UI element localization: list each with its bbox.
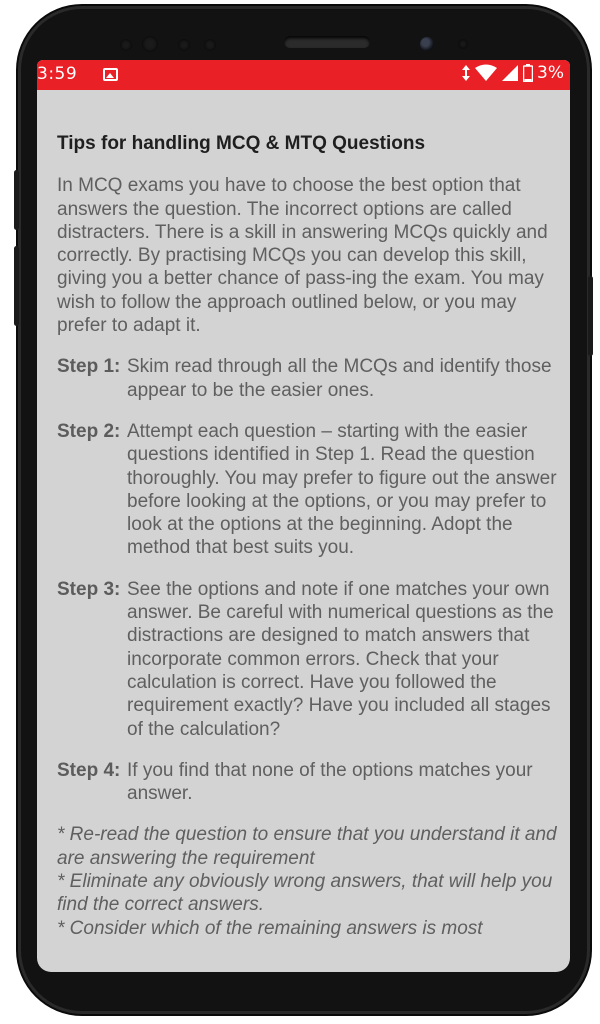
note-item: * Eliminate any obviously wrong answers, that will help you find the correct answers.: [57, 871, 553, 916]
status-icons: [461, 63, 564, 83]
signal-icon: [501, 64, 519, 82]
step-2: [57, 420, 559, 560]
battery-percent: 3%: [537, 63, 564, 83]
front-camera: [420, 37, 434, 51]
battery-icon: [523, 64, 533, 82]
proximity-sensor: [120, 39, 132, 51]
iris-sensor: [142, 36, 158, 52]
step-text: If you find that none of the options matches your answer.: [127, 759, 533, 805]
earpiece-speaker: [284, 36, 370, 48]
power-button: [588, 276, 593, 356]
light-sensor-2: [204, 39, 216, 51]
page-title: Tips for handling MCQ & MTQ Questions: [57, 133, 426, 154]
step-text: Attempt each question – starting with the easier questions identified in Step 1. Read the question thoroughly. You may prefer to figure out the answer before looking at the options, or you may prefer to look at the options at the beginning. Adopt the method that best suits you.: [127, 420, 557, 559]
screen: [37, 60, 570, 972]
bixby-button: [14, 170, 19, 230]
light-sensor: [178, 39, 190, 51]
front-sensor: [458, 39, 468, 49]
article-content: [57, 132, 559, 940]
note-item: * Re-read the question to ensure that you understand it and are answering the requirement: [57, 824, 557, 869]
status-bar: [37, 60, 570, 90]
step-label: Step 2:: [57, 420, 121, 442]
step-label: Step 4:: [57, 759, 121, 781]
step-text: Skim read through all the MCQs and identify those appear to be the easier ones.: [127, 356, 552, 401]
step-3: [57, 578, 559, 741]
wifi-icon: [475, 64, 497, 82]
note-item: * Consider which of the remaining answers is most: [57, 917, 483, 939]
volume-button: [14, 246, 19, 326]
status-time: 3:59: [37, 64, 78, 84]
step-label: Step 1:: [57, 356, 121, 378]
image-icon: [103, 68, 118, 81]
step-1: [57, 355, 559, 402]
step-label: Step 3:: [57, 578, 121, 600]
step-4: [57, 759, 559, 806]
intro-paragraph: In MCQ exams you have to choose the best option that answers the question. The incorrect options are called distracters. There is a skill in answering MCQs quickly and correctly. By practising MCQs you can develop this skill, giving you a better chance of pass-ing the exam. You may wish to follow the approach outlined below, or you may prefer to adapt it.: [57, 175, 548, 337]
data-arrows-icon: [461, 64, 471, 82]
step-text: See the options and note if one matches your own answer. Be careful with numerical questions as the distractions are designed to match answers that incorporate common errors. Check that your calculation is correct. Have you followed the requirement exactly? Have you included all stages of the calculation?: [127, 578, 554, 740]
